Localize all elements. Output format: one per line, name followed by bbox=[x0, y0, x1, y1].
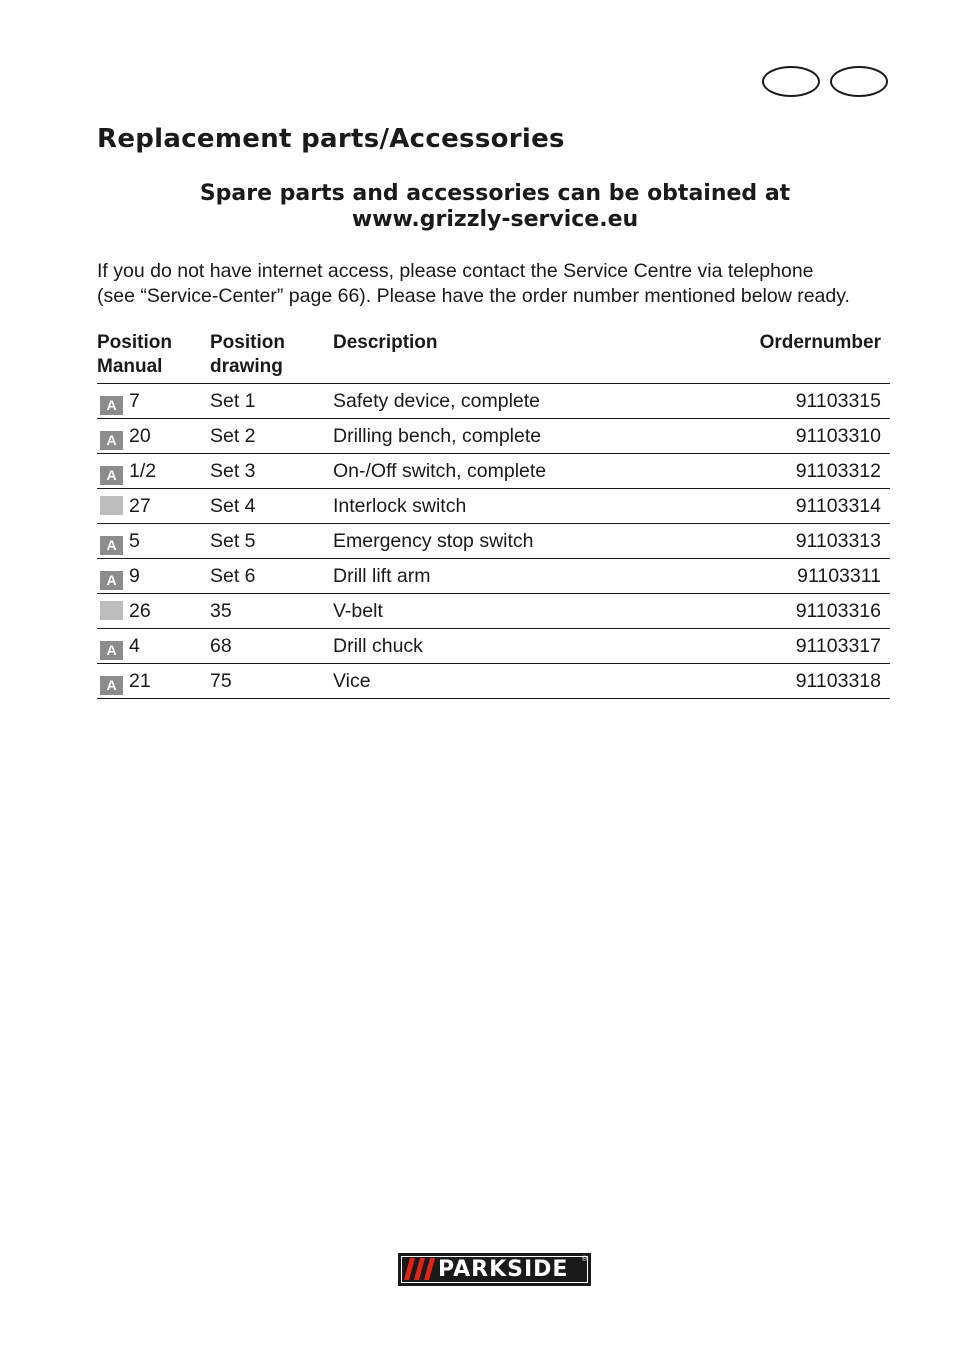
cell-position-drawing: 75 bbox=[210, 664, 333, 699]
table-row bbox=[97, 594, 890, 629]
parts-table bbox=[97, 331, 890, 699]
language-badge-oval bbox=[762, 66, 820, 97]
page-title: Replacement parts/Accessories bbox=[97, 124, 565, 154]
cell-position-manual bbox=[97, 419, 210, 454]
table-row bbox=[97, 629, 890, 664]
cell-position-manual bbox=[97, 454, 210, 489]
cell-position-drawing: 68 bbox=[210, 629, 333, 664]
cell-position-drawing: Set 2 bbox=[210, 419, 333, 454]
header-label: Position bbox=[97, 332, 172, 353]
figure-marker: A bbox=[100, 676, 123, 695]
table-row bbox=[97, 419, 890, 454]
position-manual-value: 5 bbox=[129, 530, 140, 552]
header-position-manual bbox=[97, 331, 210, 384]
cell-order-number: 91103312 bbox=[753, 454, 890, 489]
figure-marker: A bbox=[100, 571, 123, 590]
cell-order-number: 91103318 bbox=[753, 664, 890, 699]
cell-order-number: 91103310 bbox=[753, 419, 890, 454]
cell-order-number: 91103314 bbox=[753, 489, 890, 524]
cell-position-manual bbox=[97, 629, 210, 664]
cell-description: Interlock switch bbox=[333, 489, 753, 524]
cell-order-number: 91103317 bbox=[753, 629, 890, 664]
figure-marker bbox=[100, 601, 123, 620]
cell-position-drawing: Set 3 bbox=[210, 454, 333, 489]
header-position-drawing bbox=[210, 331, 333, 384]
logo-slashes-icon bbox=[404, 1258, 436, 1280]
cell-position-drawing: Set 1 bbox=[210, 384, 333, 419]
cell-position-manual bbox=[97, 524, 210, 559]
header-description bbox=[333, 331, 753, 384]
cell-position-drawing: Set 6 bbox=[210, 559, 333, 594]
language-badges bbox=[762, 66, 890, 99]
cell-description: On-/Off switch, complete bbox=[333, 454, 753, 489]
header-label: Position bbox=[210, 332, 285, 353]
cell-order-number: 91103315 bbox=[753, 384, 890, 419]
cell-description: Vice bbox=[333, 664, 753, 699]
cell-order-number: 91103313 bbox=[753, 524, 890, 559]
position-manual-value: 27 bbox=[129, 495, 151, 517]
cell-position-drawing: 35 bbox=[210, 594, 333, 629]
table-row bbox=[97, 454, 890, 489]
cell-order-number: 91103316 bbox=[753, 594, 890, 629]
figure-marker: A bbox=[100, 641, 123, 660]
position-manual-value: 26 bbox=[129, 600, 151, 622]
figure-marker: A bbox=[100, 536, 123, 555]
position-manual-value: 21 bbox=[129, 670, 151, 692]
header-label: drawing bbox=[210, 356, 283, 377]
figure-marker: A bbox=[100, 466, 123, 485]
position-manual-value: 7 bbox=[129, 390, 140, 412]
table-header-row bbox=[97, 331, 890, 384]
cell-description: Emergency stop switch bbox=[333, 524, 753, 559]
cell-description: Drill lift arm bbox=[333, 559, 753, 594]
table-row bbox=[97, 489, 890, 524]
intro-line: If you do not have internet access, please contact the Service Centre via telephone bbox=[97, 260, 814, 282]
cell-description: Drill chuck bbox=[333, 629, 753, 664]
header-label: Manual bbox=[97, 356, 163, 377]
notice-line: Spare parts and accessories can be obtained at bbox=[199, 181, 791, 206]
table-row bbox=[97, 384, 890, 419]
language-badge-oval bbox=[830, 66, 888, 97]
cell-description: Drilling bench, complete bbox=[333, 419, 753, 454]
cell-description: Safety device, complete bbox=[333, 384, 753, 419]
intro-paragraph bbox=[97, 259, 897, 309]
cell-position-drawing: Set 5 bbox=[210, 524, 333, 559]
cell-position-manual bbox=[97, 489, 210, 524]
position-manual-value: 1/2 bbox=[129, 460, 157, 482]
parts-table-body bbox=[97, 384, 890, 699]
cell-position-manual bbox=[97, 559, 210, 594]
position-manual-value: 4 bbox=[129, 635, 140, 657]
cell-description: V-belt bbox=[333, 594, 753, 629]
figure-marker bbox=[100, 496, 123, 515]
table-row bbox=[97, 559, 890, 594]
cell-order-number: 91103311 bbox=[753, 559, 890, 594]
intro-line: (see “Service-Center” page 66). Please have the order number mentioned below ready. bbox=[97, 285, 850, 307]
table-row bbox=[97, 524, 890, 559]
figure-marker: A bbox=[100, 396, 123, 415]
position-manual-value: 20 bbox=[129, 425, 151, 447]
parkside-logo bbox=[398, 1253, 591, 1286]
cell-position-manual bbox=[97, 664, 210, 699]
header-label: Description bbox=[333, 332, 438, 353]
table-row bbox=[97, 664, 890, 699]
cell-position-manual bbox=[97, 594, 210, 629]
header-order-number bbox=[753, 331, 890, 384]
spare-parts-notice bbox=[97, 181, 893, 233]
figure-marker: A bbox=[100, 431, 123, 450]
logo-wordmark: PARKSIDE bbox=[438, 1257, 569, 1282]
position-manual-value: 9 bbox=[129, 565, 140, 587]
service-website-link[interactable]: www.grizzly-service.eu bbox=[351, 207, 639, 232]
header-label: Ordernumber bbox=[759, 332, 881, 353]
registered-mark: ® bbox=[581, 1256, 587, 1263]
cell-position-manual bbox=[97, 384, 210, 419]
cell-position-drawing: Set 4 bbox=[210, 489, 333, 524]
